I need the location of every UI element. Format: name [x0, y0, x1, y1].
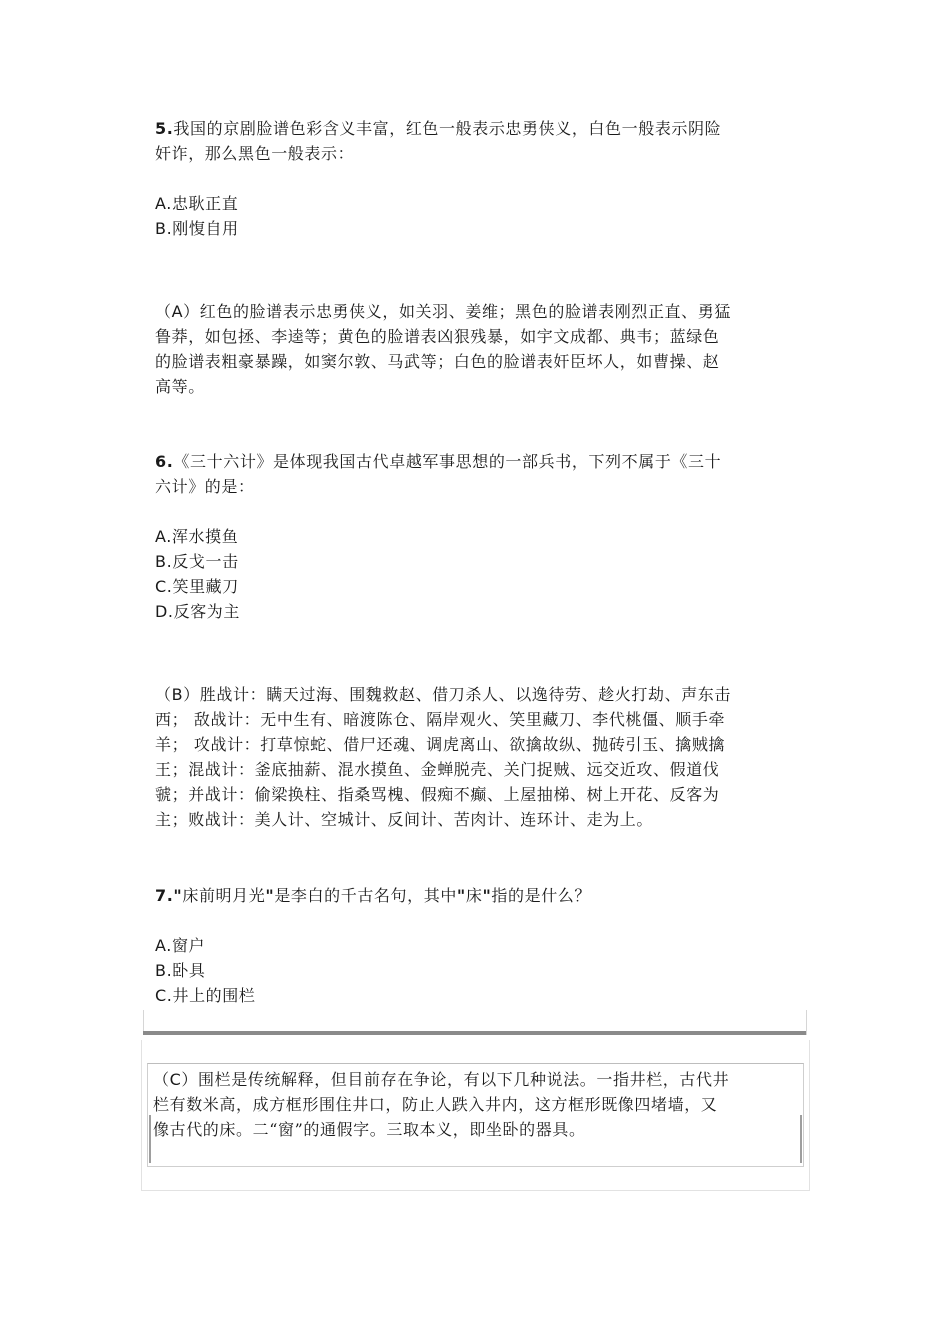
question-7-explanation: （C）围栏是传统解释，但目前存在争论，有以下几种说法。一指井栏，古代井 栏有数米高，成方框形围住井口，防止人跌入井内，这方框形既像四堵墙，又 像古代的床。二“窗”的通假字。三取本义，即坐卧的器具。 [153, 1070, 730, 1139]
option-b: B.刚愎自用 [155, 219, 239, 238]
question-5 [155, 116, 795, 166]
option-a: A.忠耿正直 [155, 194, 239, 213]
question-7 [155, 883, 795, 908]
box-edge-right [800, 1115, 802, 1163]
question-5-options [155, 191, 795, 241]
question-7-options [155, 933, 795, 1008]
option-c: C.笑里藏刀 [155, 577, 239, 596]
answer-letter: B [171, 685, 184, 704]
question-6-options [155, 524, 795, 624]
question-5-explanation: （A）红色的脸谱表示忠勇侠义，如关羽、姜维；黑色的脸谱表刚烈正直、勇猛 鲁莽，如包拯、李逵等；黄色的脸谱表凶狠残暴，如宇文成都、典韦；蓝绿色 的脸谱表粗豪暴躁，如窦尔敦、马武等；白色的脸谱表奸臣坏人，如曹操、赵 高等。 [155, 302, 731, 396]
answer-letter: A [171, 302, 184, 321]
frame-edge-right [806, 1010, 807, 1035]
box-edge-left [149, 1115, 151, 1163]
question-5-stem-line-2: 奸诈，那么黑色一般表示： [155, 144, 355, 163]
option-b: B.卧具 [155, 961, 206, 980]
question-number: 5. [155, 119, 174, 138]
question-6-explanation: （B）胜战计：瞒天过海、围魏救赵、借刀杀人、以逸待劳、趁火打劫、声东击 西； 敌战计：无中生有、暗渡陈仓、隔岸观火、笑里藏刀、李代桃僵、顺手牵 羊； 攻战计：打草惊蛇、借尸还魂、调虎离山、欲擒故纵、抛砖引玉、擒贼擒 王；混战计：釜底抽薪、混水摸鱼、金蝉脱壳、关门捉贼、远交近攻、假道伐 虢；并战计：偷梁换柱、指桑骂槐、假痴不癫、上屋抽梯、树上开花、反客为 主；败战计：美人计、空城计、反间计、苦肉计、连环计、走为上。 [155, 685, 731, 829]
question-7-stem: 7."床前明月光"是李白的千古名句，其中"床"指的是什么？ [155, 886, 592, 905]
answer-letter: C [169, 1070, 182, 1089]
option-d: D.反客为主 [155, 602, 241, 621]
question-number: 6. [155, 452, 174, 471]
question-5-stem-line-1: 5.我国的京剧脸谱色彩含义丰富，红色一般表示忠勇侠义，白色一般表示阴险 [155, 119, 722, 138]
option-c: C.井上的围栏 [155, 986, 256, 1005]
question-6-stem-line-2: 六计》的是： [155, 477, 255, 496]
option-a: A.浑水摸鱼 [155, 527, 239, 546]
option-a: A.窗户 [155, 936, 206, 955]
divider-rule [143, 1031, 806, 1035]
question-6 [155, 449, 795, 499]
option-b: B.反戈一击 [155, 552, 239, 571]
question-6-stem-line-1: 6.《三十六计》是体现我国古代卓越军事思想的一部兵书，下列不属于《三十 [155, 452, 722, 471]
question-number: 7. [155, 886, 174, 905]
